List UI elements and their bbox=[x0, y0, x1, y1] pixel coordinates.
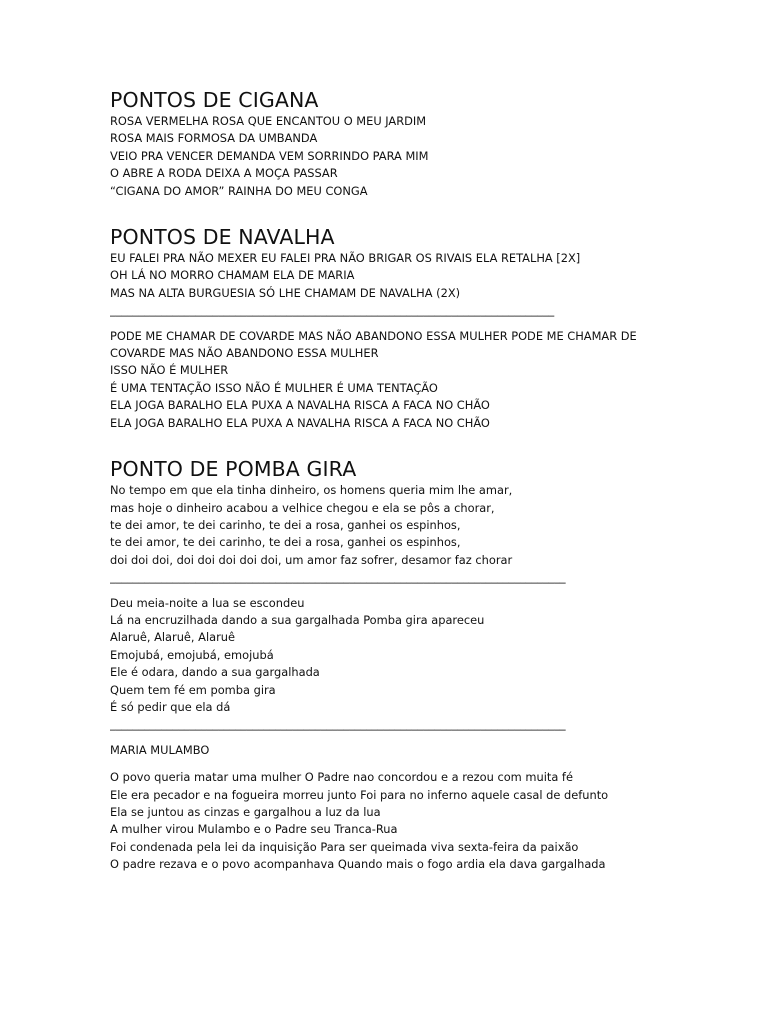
verse-line: No tempo em que ela tinha dinheiro, os homens queria mim lhe amar, bbox=[110, 483, 513, 498]
verse-line: MAS NA ALTA BURGUESIA SÓ LHE CHAMAM DE NAVALHA (2X) bbox=[110, 285, 461, 300]
verse-line: “CIGANA DO AMOR” RAINHA DO MEU CONGA bbox=[110, 183, 368, 198]
section-title-maria-mulambo: MARIA MULAMBO bbox=[110, 742, 210, 757]
verse-line: Quem tem fé em pomba gira bbox=[110, 682, 276, 697]
section-title-pomba-gira: PONTO DE POMBA GIRA bbox=[110, 457, 357, 482]
verse-line: COVARDE MAS NÃO ABANDONO ESSA MULHER bbox=[110, 346, 379, 361]
verse-line: ELA JOGA BARALHO ELA PUXA A NAVALHA RISCA A FACA NO CHÃO bbox=[110, 415, 490, 430]
verse-line: PODE ME CHAMAR DE COVARDE MAS NÃO ABANDONO ESSA MULHER PODE ME CHAMAR DE bbox=[110, 328, 637, 343]
verse-line: ELA JOGA BARALHO ELA PUXA A NAVALHA RISCA A FACA NO CHÃO bbox=[110, 398, 490, 413]
verse-line: Ele é odara, dando a sua gargalhada bbox=[110, 665, 320, 680]
verse-line: Lá na encruzilhada dando a sua gargalhada Pomba gira apareceu bbox=[110, 612, 485, 627]
verse-line: O povo queria matar uma mulher O Padre nao concordou e a rezou com muita fé bbox=[110, 770, 573, 785]
separator-line: ________________________________________________________________________________ bbox=[110, 570, 566, 585]
verse-line: Ele era pecador e na fogueira morreu junto Foi para no inferno aquele casal de defunto bbox=[110, 787, 609, 802]
verse-line: O ABRE A RODA DEIXA A MOÇA PASSAR bbox=[110, 166, 338, 181]
section-maria-mulambo bbox=[110, 742, 670, 874]
section-title-navalha: PONTOS DE NAVALHA bbox=[110, 225, 335, 250]
section-title-cigana: PONTOS DE CIGANA bbox=[110, 88, 319, 112]
verse-line: ROSA MAIS FORMOSA DA UMBANDA bbox=[110, 131, 318, 146]
verse-line: VEIO PRA VENCER DEMANDA VEM SORRINDO PARA MIM bbox=[110, 148, 429, 163]
verse-line: Emojubá, emojubá, emojubá bbox=[110, 647, 274, 662]
section-cigana bbox=[110, 87, 670, 200]
separator-line: ________________________________________________________________________________ bbox=[110, 717, 566, 732]
document-page bbox=[110, 87, 670, 874]
verse-line: te dei amor, te dei carinho, te dei a rosa, ganhei os espinhos, bbox=[110, 535, 461, 550]
verse-line: doi doi doi, doi doi doi doi doi, um amor faz sofrer, desamor faz chorar bbox=[110, 552, 513, 567]
verse-line: mas hoje o dinheiro acabou a velhice chegou e ela se pôs a chorar, bbox=[110, 500, 495, 515]
section-navalha bbox=[110, 224, 670, 432]
verse-line: OH LÁ NO MORRO CHAMAM ELA DE MARIA bbox=[110, 268, 355, 283]
verse-line: te dei amor, te dei carinho, te dei a rosa, ganhei os espinhos, bbox=[110, 517, 461, 532]
verse-line: EU FALEI PRA NÃO MEXER EU FALEI PRA NÃO BRIGAR OS RIVAIS ELA RETALHA [2X] bbox=[110, 251, 581, 266]
verse-line: Ela se juntou as cinzas e gargalhou a luz da lua bbox=[110, 805, 381, 819]
verse-line: Deu meia-noite a lua se escondeu bbox=[110, 595, 305, 610]
verse-line: ROSA VERMELHA ROSA QUE ENCANTOU O MEU JARDIM bbox=[110, 114, 427, 128]
verse-line: Alaruê, Alaruê, Alaruê bbox=[110, 630, 236, 645]
verse-line: O padre rezava e o povo acompanhava Quando mais o fogo ardia ela dava gargalhada bbox=[110, 857, 606, 872]
verse-line: Foi condenada pela lei da inquisição Para ser queimada viva sexta-feira da paixão bbox=[110, 839, 579, 854]
verse-line: É só pedir que ela dá bbox=[110, 699, 231, 714]
section-pomba-gira bbox=[110, 456, 670, 734]
verse-line: A mulher virou Mulambo e o Padre seu Tranca-Rua bbox=[110, 822, 398, 837]
verse-line: ISSO NÃO É MULHER bbox=[110, 363, 229, 378]
separator-line: ______________________________________________________________________________ bbox=[110, 303, 555, 318]
verse-line: É UMA TENTAÇÃO ISSO NÃO É MULHER É UMA TENTAÇÃO bbox=[110, 380, 438, 395]
